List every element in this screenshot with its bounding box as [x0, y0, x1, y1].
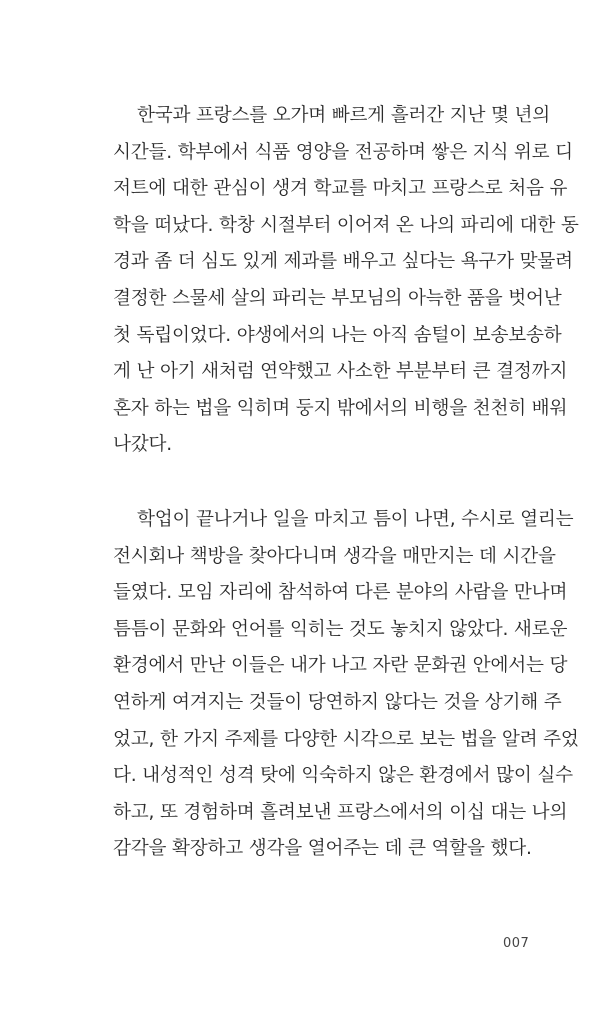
- page-number: 007: [503, 936, 530, 951]
- text-line: 연하게 여겨지는 것들이 당연하지 않다는 것을 상기해 주: [113, 691, 562, 713]
- paragraph-gap: [113, 464, 527, 502]
- body-text: [113, 98, 579, 868]
- text-line: 학을 떠났다. 학창 시절부터 이어져 온 나의 파리에 대한 동: [113, 214, 579, 236]
- text-line: 게 난 아기 새처럼 연약했고 사소한 부분부터 큰 결정까지: [113, 361, 568, 383]
- text-line: 나갔다.: [113, 434, 172, 456]
- text-line: 한국과 프랑스를 오가며 빠르게 흘러간 지난 몇 년의: [137, 105, 550, 126]
- text-line: 첫 독립이었다. 야생에서의 나는 아직 솜털이 보송보송하: [113, 324, 562, 346]
- text-line: 시간들. 학부에서 식품 영양을 전공하며 쌓은 지식 위로 디: [113, 141, 573, 163]
- text-line: 틈틈이 문화와 언어를 익히는 것도 놓치지 않았다. 새로운: [113, 618, 568, 640]
- text-line: 하고, 또 경험하며 흘려보낸 프랑스에서의 이십 대는 나의: [113, 801, 568, 823]
- text-line: 저트에 대한 관심이 생겨 학교를 마치고 프랑스로 처음 유: [113, 178, 568, 200]
- paragraph-1: [113, 98, 579, 464]
- text-line: 환경에서 만난 이들은 내가 나고 자란 문화권 안에서는 당: [113, 655, 568, 677]
- text-line: 학업이 끝나거나 일을 마치고 틈이 나면, 수시로 열리는: [137, 508, 574, 530]
- text-line: 감각을 확장하고 생각을 열어주는 데 큰 역할을 했다.: [113, 838, 532, 860]
- text-line: 결정한 스물세 살의 파리는 부모님의 아늑한 품을 벗어난: [113, 287, 562, 309]
- text-line: 혼자 하는 법을 익히며 둥지 밖에서의 비행을 천천히 배워: [113, 397, 568, 419]
- text-line: 다. 내성적인 성격 탓에 익숙하지 않은 환경에서 많이 실수: [113, 765, 573, 787]
- paragraph-2: [113, 502, 579, 868]
- text-line: 들였다. 모임 자리에 참석하여 다른 분야의 사람을 만나며: [113, 582, 568, 604]
- text-line: 경과 좀 더 심도 있게 제과를 배우고 싶다는 욕구가 맞물려: [113, 251, 573, 273]
- text-line: 었고, 한 가지 주제를 다양한 시각으로 보는 법을 알려 주었: [113, 728, 579, 750]
- text-line: 전시회나 책방을 찾아다니며 생각을 매만지는 데 시간을: [113, 545, 556, 567]
